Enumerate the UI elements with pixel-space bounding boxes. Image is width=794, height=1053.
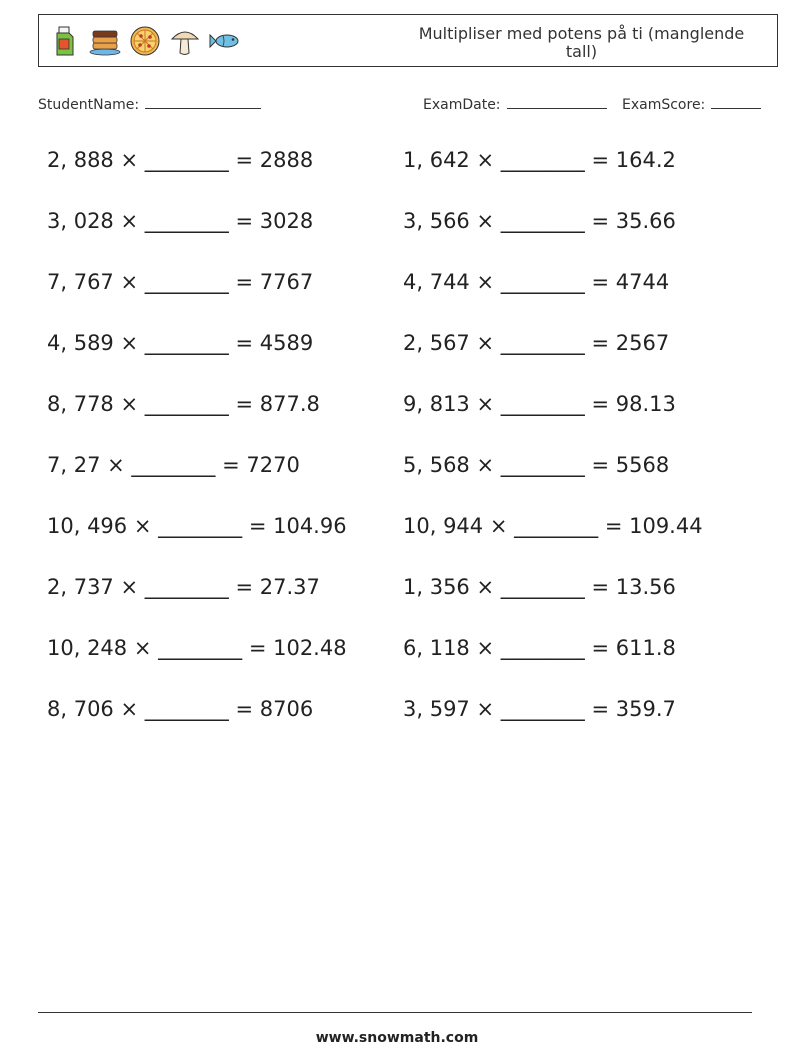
problem-item xyxy=(47,514,347,538)
problem-result: = 164.2 xyxy=(591,148,676,172)
answer-blank[interactable]: ________ xyxy=(500,575,585,599)
problem-multiplicand: 1, 356 xyxy=(403,575,470,599)
problem-item xyxy=(403,514,703,538)
problem-result: = 35.66 xyxy=(591,209,676,233)
problem-result: = 109.44 xyxy=(604,514,703,538)
problem-result: = 5568 xyxy=(591,453,670,477)
problem-result: = 2567 xyxy=(591,331,670,355)
times-symbol: × xyxy=(107,453,125,477)
answer-blank[interactable]: ________ xyxy=(500,148,585,172)
problem-multiplicand: 10, 944 xyxy=(403,514,484,538)
footer-divider xyxy=(38,1012,752,1013)
answer-blank[interactable]: ________ xyxy=(144,331,229,355)
problem-multiplicand: 10, 248 xyxy=(47,636,128,660)
problem-item xyxy=(403,575,676,599)
pancakes-icon xyxy=(89,25,121,57)
times-symbol: × xyxy=(120,575,139,599)
problem-result: = 2888 xyxy=(235,148,314,172)
problem-item xyxy=(403,636,676,660)
problem-item xyxy=(47,453,300,477)
problem-item xyxy=(47,392,320,416)
answer-blank[interactable]: ________ xyxy=(500,453,585,477)
problem-multiplicand: 3, 597 xyxy=(403,697,470,721)
answer-blank[interactable]: ________ xyxy=(514,514,599,538)
problem-result: = 7270 xyxy=(222,453,300,477)
mushroom-icon xyxy=(169,25,201,57)
times-symbol: × xyxy=(133,636,152,660)
answer-blank[interactable]: ________ xyxy=(500,392,585,416)
problem-multiplicand: 2, 567 xyxy=(403,331,470,355)
problem-result: = 27.37 xyxy=(235,575,320,599)
problem-result: = 7767 xyxy=(235,270,314,294)
times-symbol: × xyxy=(476,636,495,660)
times-symbol: × xyxy=(476,148,495,172)
answer-blank[interactable]: ________ xyxy=(158,514,243,538)
times-symbol: × xyxy=(476,697,495,721)
problem-multiplicand: 3, 566 xyxy=(403,209,470,233)
problem-item xyxy=(403,270,669,294)
times-symbol: × xyxy=(476,331,495,355)
problem-multiplicand: 7, 27 xyxy=(47,453,101,477)
answer-blank[interactable]: ________ xyxy=(144,697,229,721)
problem-result: = 611.8 xyxy=(591,636,676,660)
milk-carton-icon xyxy=(49,25,81,57)
answer-blank[interactable]: ________ xyxy=(144,148,229,172)
problem-result: = 3028 xyxy=(235,209,314,233)
problem-result: = 98.13 xyxy=(591,392,676,416)
times-symbol: × xyxy=(476,453,495,477)
times-symbol: × xyxy=(476,575,495,599)
times-symbol: × xyxy=(120,392,139,416)
problem-result: = 877.8 xyxy=(235,392,320,416)
problem-result: = 104.96 xyxy=(248,514,347,538)
student-name-line[interactable] xyxy=(145,94,261,109)
answer-blank[interactable]: ________ xyxy=(500,636,585,660)
times-symbol: × xyxy=(120,148,139,172)
problem-result: = 8706 xyxy=(235,697,314,721)
times-symbol: × xyxy=(476,392,495,416)
times-symbol: × xyxy=(120,697,139,721)
problem-multiplicand: 8, 778 xyxy=(47,392,114,416)
problem-multiplicand: 8, 706 xyxy=(47,697,114,721)
problem-multiplicand: 1, 642 xyxy=(403,148,470,172)
problem-multiplicand: 2, 888 xyxy=(47,148,114,172)
problem-multiplicand: 4, 589 xyxy=(47,331,114,355)
answer-blank[interactable]: ________ xyxy=(144,575,229,599)
times-symbol: × xyxy=(120,209,139,233)
problem-item xyxy=(403,392,676,416)
problem-item xyxy=(403,209,676,233)
answer-blank[interactable]: ________ xyxy=(158,636,243,660)
answer-blank[interactable]: ________ xyxy=(144,209,229,233)
problem-item xyxy=(47,331,313,355)
problem-multiplicand: 6, 118 xyxy=(403,636,470,660)
problem-item xyxy=(47,575,320,599)
exam-score-field[interactable] xyxy=(622,94,761,113)
answer-blank[interactable]: ________ xyxy=(131,453,216,477)
times-symbol: × xyxy=(120,331,139,355)
worksheet-title: Multipliser med potens på ti (manglende tall) xyxy=(418,24,745,61)
exam-date-label: ExamDate: xyxy=(423,97,501,113)
answer-blank[interactable]: ________ xyxy=(500,697,585,721)
answer-blank[interactable]: ________ xyxy=(500,331,585,355)
times-symbol: × xyxy=(133,514,152,538)
times-symbol: × xyxy=(120,270,139,294)
problem-multiplicand: 10, 496 xyxy=(47,514,128,538)
times-symbol: × xyxy=(476,270,495,294)
problem-item xyxy=(403,331,669,355)
exam-date-line[interactable] xyxy=(507,94,607,109)
footer-url: www.snowmath.com xyxy=(315,1030,479,1046)
problem-result: = 359.7 xyxy=(591,697,676,721)
student-name-field[interactable] xyxy=(38,94,261,113)
problem-item xyxy=(47,636,347,660)
problem-result: = 4589 xyxy=(235,331,314,355)
problem-item xyxy=(403,148,676,172)
problem-multiplicand: 9, 813 xyxy=(403,392,470,416)
problem-item xyxy=(47,148,313,172)
pizza-icon xyxy=(129,25,161,57)
exam-score-line[interactable] xyxy=(711,94,761,109)
problem-multiplicand: 4, 744 xyxy=(403,270,470,294)
problem-item xyxy=(403,453,669,477)
fish-icon xyxy=(209,25,241,57)
answer-blank[interactable]: ________ xyxy=(144,270,229,294)
times-symbol: × xyxy=(476,209,495,233)
answer-blank[interactable]: ________ xyxy=(500,209,585,233)
exam-date-field[interactable] xyxy=(423,94,607,113)
problem-multiplicand: 3, 028 xyxy=(47,209,114,233)
header-icons xyxy=(49,22,241,60)
problem-item xyxy=(47,697,313,721)
problem-result: = 102.48 xyxy=(248,636,347,660)
answer-blank[interactable]: ________ xyxy=(500,270,585,294)
problem-result: = 13.56 xyxy=(591,575,676,599)
problem-item xyxy=(403,697,676,721)
problem-result: = 4744 xyxy=(591,270,670,294)
student-name-label: StudentName: xyxy=(38,97,140,113)
exam-score-label: ExamScore: xyxy=(622,97,706,113)
times-symbol: × xyxy=(489,514,508,538)
problem-multiplicand: 7, 767 xyxy=(47,270,114,294)
worksheet-header xyxy=(38,14,778,67)
problem-multiplicand: 5, 568 xyxy=(403,453,470,477)
answer-blank[interactable]: ________ xyxy=(144,392,229,416)
problem-item xyxy=(47,270,313,294)
problem-multiplicand: 2, 737 xyxy=(47,575,114,599)
problem-item xyxy=(47,209,313,233)
